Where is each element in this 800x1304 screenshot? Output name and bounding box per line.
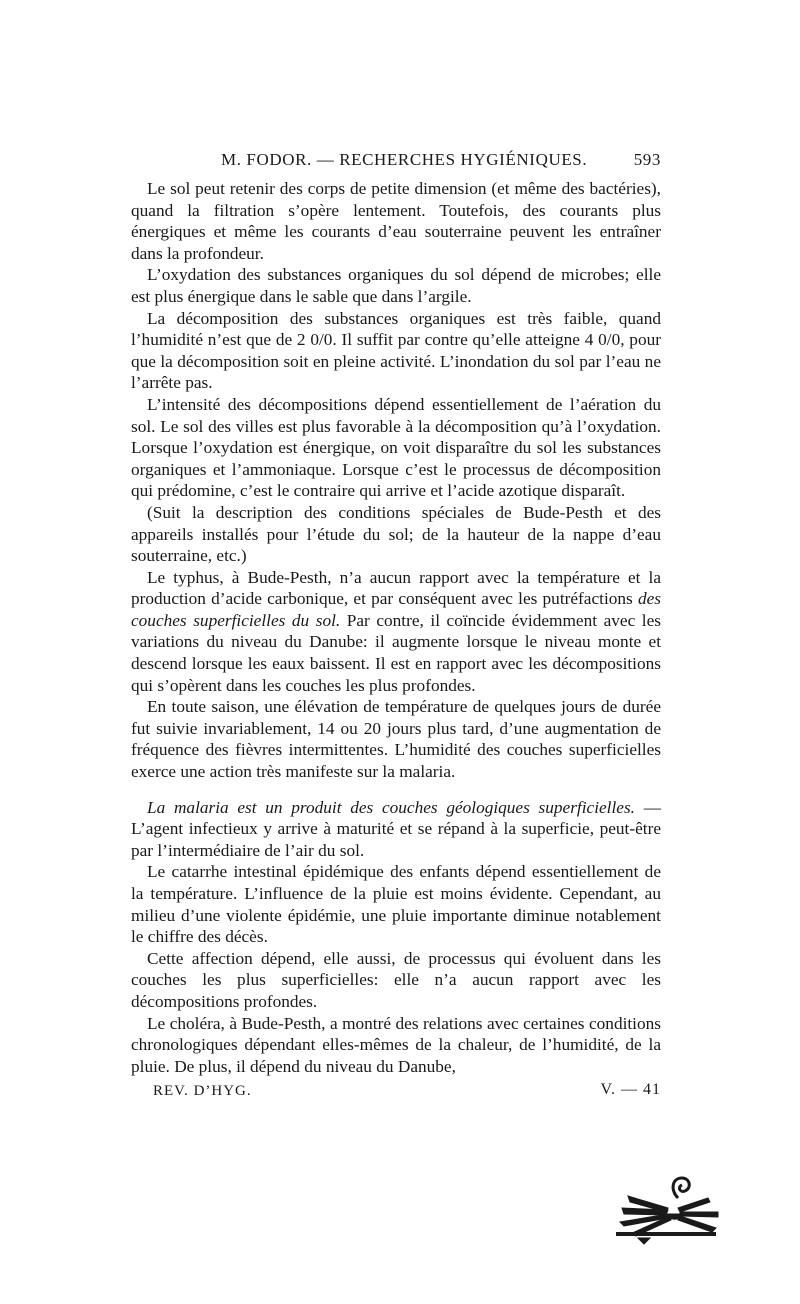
page-footer [131, 1083, 661, 1107]
paragraph: Cette affection dépend, elle aussi, de processus qui évoluent dans les couches les plus superficielles: elle n’a aucun rapport avec les décompositions profondes. [131, 948, 661, 1011]
paragraph: Le sol peut retenir des corps de petite dimension (et même des bactéries), quand la filtration s’opère lentement. Toutefois, des courants plus énergiques et même les courants d’eau souterraine peuvent les entraîner dans la profondeur. [131, 179, 661, 263]
paragraph: (Suit la description des conditions spéciales de Bude-Pesth et des appareils installés pour l’étude du sol; de la hauteur de la nappe d’eau souterraine, etc.) [131, 502, 661, 566]
paragraph: La décomposition des substances organiques est très faible, quand l’humidité n’est que de 2 0/0. Il suffit par contre qu’elle atteigne 4 0/0, pour que la décomposition soit en pleine activité. L’inondation du sol par l’eau ne l’arrête pas. [131, 308, 661, 393]
signature-mark: REV. D’HYG. [153, 1083, 252, 1100]
paragraph: En toute saison, une élévation de température de quelques jours de durée fut suivie invariablement, 14 ou 20 jours plus tard, d’une augmentation de fréquence des fièvres intermittentes. L’humidité des couches superficielles exerce une action très manifeste sur la malaria. [131, 697, 661, 782]
paragraph [131, 797, 661, 862]
paragraph: L’oxydation des substances organiques du sol dépend de microbes; elle est plus énergique dans le sable que dans l’argile. [131, 265, 661, 306]
paragraph: L’intensité des décompositions dépend essentiellement de l’aération du sol. Le sol des villes est plus favorable à la décomposition qu’à l’oxydation. Lorsque l’oxydation est énergique, on voit disparaître du sol les substances organiques et l’ammoniaque. Lorsque c’est le processus de décomposition qui prédomine, c’est le contraire qui arrive et l’acide azotique disparaît. [131, 394, 661, 501]
paragraph [131, 567, 661, 697]
paragraph: Le choléra, à Bude-Pesth, a montré des relations avec certaines conditions chronologiques dépendant elles-mêmes de la chaleur, de l’humidité, de la pluie. De plus, il dépend du niveau du Danube, [131, 1013, 661, 1076]
body-text [131, 178, 661, 1077]
text-run: Par contre, il coïncide évidemment avec les variations du niveau du Danube: il augmente lorsque le niveau monte et descend lorsque les eaux baissent. Il est en rapport avec les décompositions qui s’opèrent dans les couches les plus profondes. [131, 610, 661, 695]
document-page [131, 150, 661, 1107]
italic-text: des couches superficielles du sol. [131, 589, 661, 630]
running-head [131, 150, 661, 178]
signature-volume: V. — 41 [600, 1081, 661, 1099]
text-run: — L’agent infectieux y arrive à maturité et se répand à la superficie, peut-être par l’intermédiaire de l’air du sol. [131, 797, 661, 860]
page-title: M. FODOR. — RECHERCHES HYGIÉNIQUES. [221, 150, 588, 169]
italic-text: La malaria est un produit des couches géologiques superficielles. [147, 797, 635, 817]
text-run: Le typhus, à Bude-Pesth, n’a aucun rapport avec la température et la production d’acide carbonique, et par conséquent avec les putréfactions [131, 567, 661, 609]
printer-ornament-icon [608, 1168, 728, 1248]
page-number: 593 [633, 150, 661, 169]
paragraph: Le catarrhe intestinal épidémique des enfants dépend essentiellement de la température. L’influence de la pluie est moins évidente. Cependant, au milieu d’une violente épidémie, une pluie importante diminue notablement le chiffre des décès. [131, 862, 661, 947]
